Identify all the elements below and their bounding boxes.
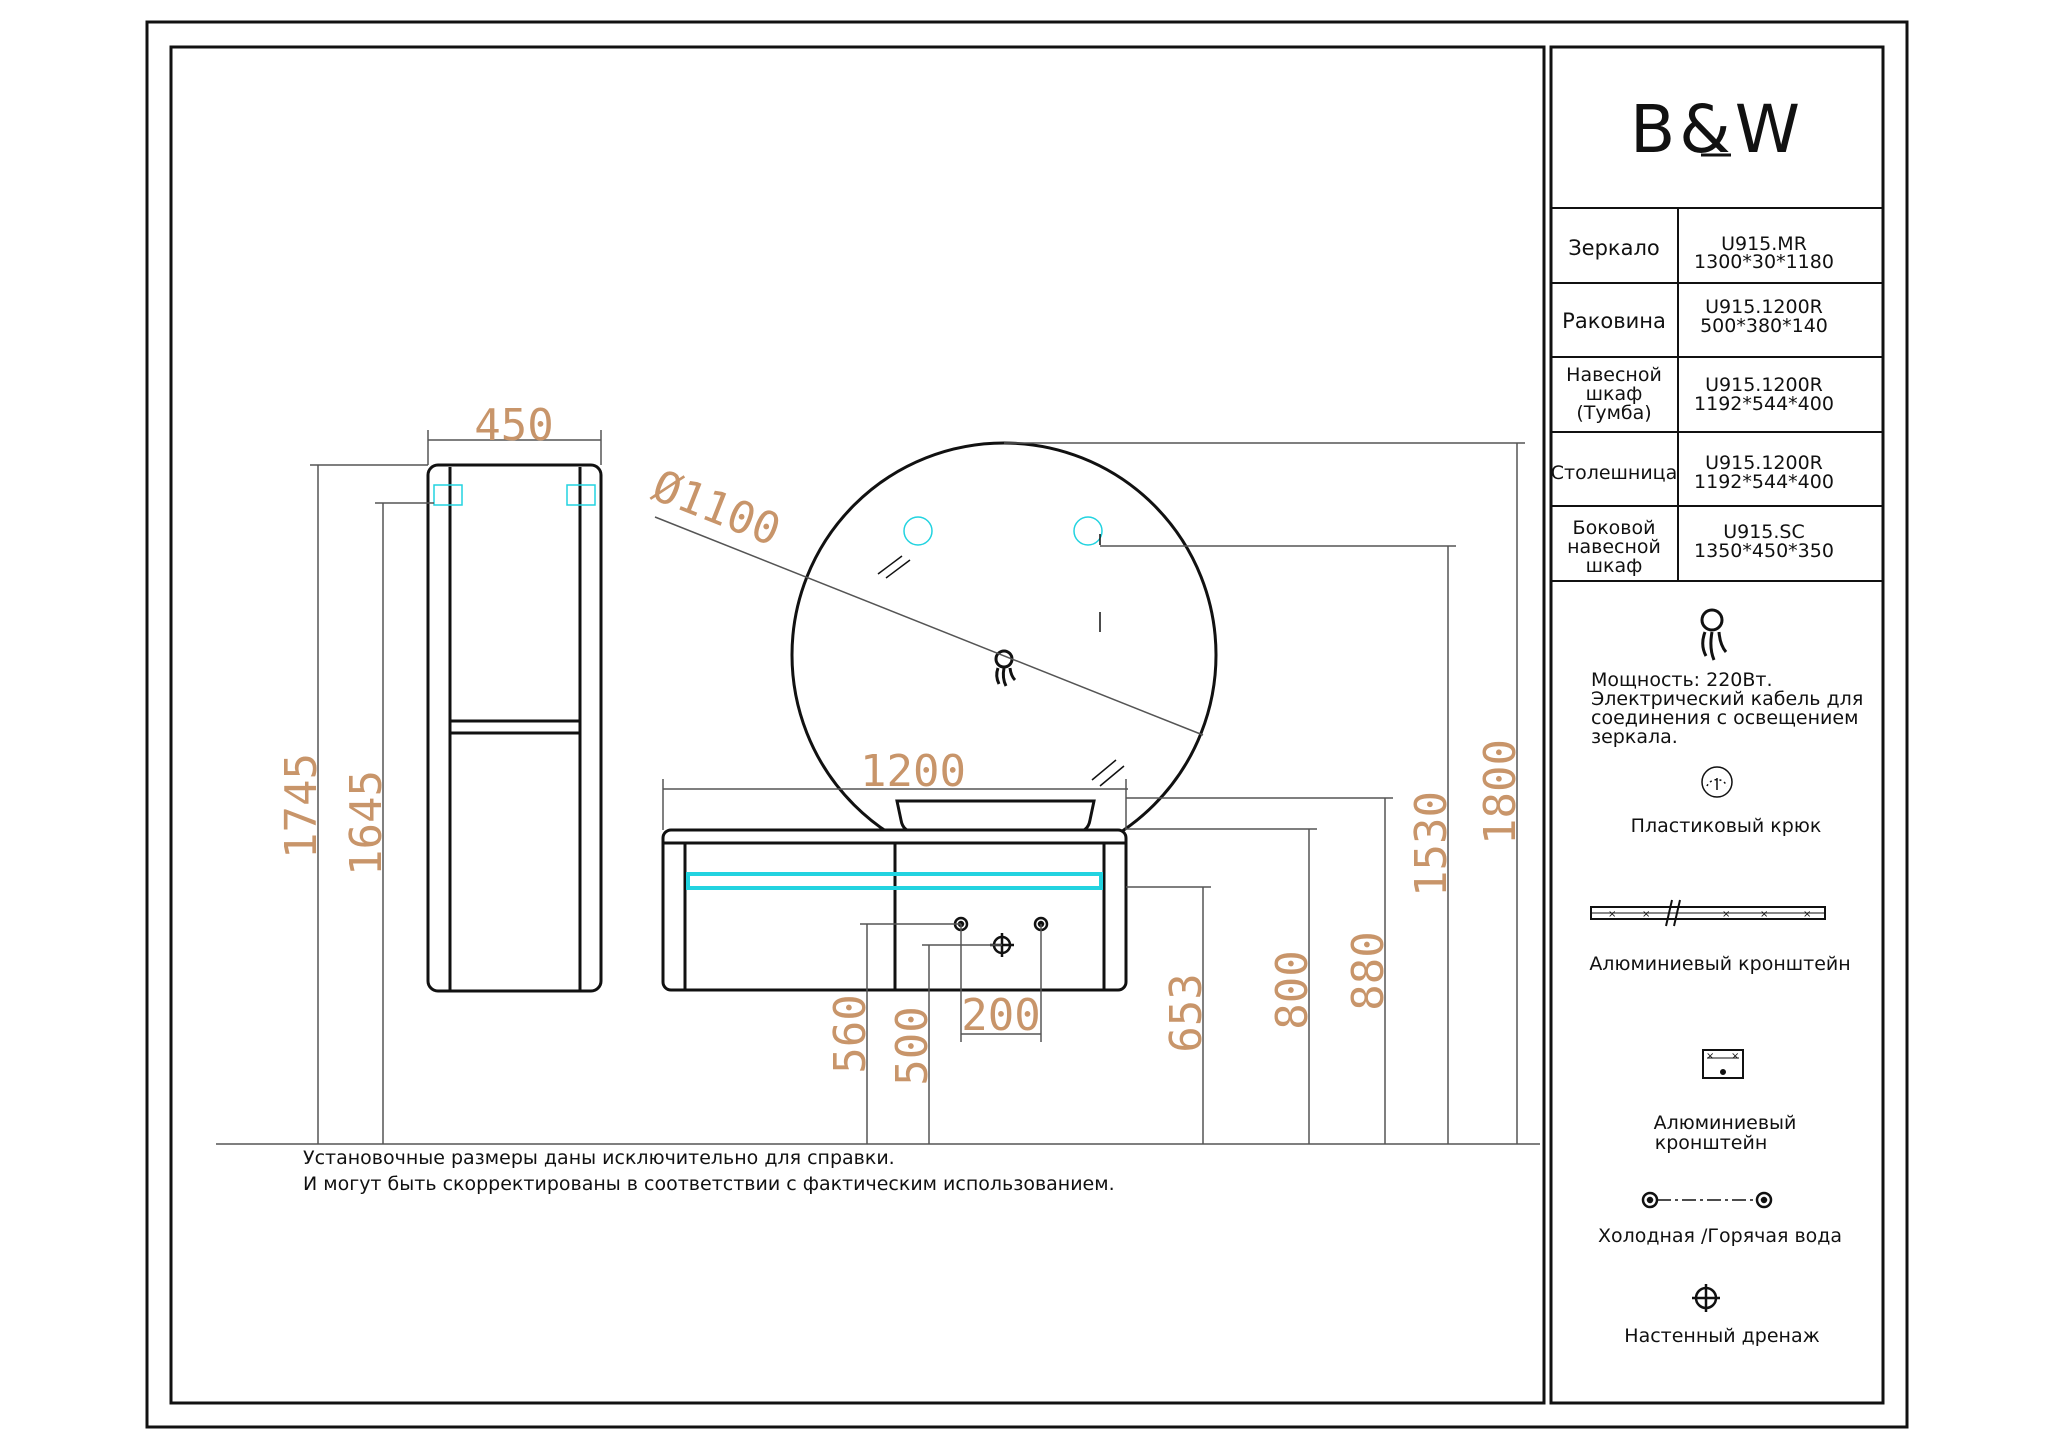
aluminium-bar-bracket-icon <box>1591 900 1825 926</box>
spec-row-3-code: U915.1200R <box>1705 374 1823 396</box>
installation-note-line2: И могут быть скорректированы в соответствии с фактическим использованием. <box>303 1173 1115 1195</box>
legend-hook-label: Пластиковый крюк <box>1630 815 1822 837</box>
aluminium-plate-bracket-icon <box>1703 1050 1743 1078</box>
dim-mirror-top: 1800 <box>1475 739 1526 845</box>
dim-drain-height: 500 <box>887 1006 938 1086</box>
spec-row-4-name: Столешница <box>1550 462 1678 484</box>
wall-drain-icon <box>1692 1284 1720 1312</box>
dim-vanity-bottom: 653 <box>1161 973 1212 1053</box>
spec-row-1-size: 1300*30*1180 <box>1694 251 1834 273</box>
legend-power-line1: Мощность: 220Вт. <box>1591 669 1773 691</box>
svg-text:×: × <box>1722 909 1731 920</box>
spec-row-5-size: 1350*450*350 <box>1694 540 1834 562</box>
dim-cabinet-height-bracket: 1645 <box>341 770 392 876</box>
spec-row-3-size: 1192*544*400 <box>1694 393 1834 415</box>
legend-bar-bracket-label: Алюминиевый кронштейн <box>1589 953 1851 975</box>
plastic-hook-icon <box>1702 767 1732 797</box>
cabinet-bracket-icon-left <box>434 485 462 505</box>
svg-text:×: × <box>1642 909 1651 920</box>
brand-logo: B&W <box>1629 91 1805 168</box>
dim-vanity-width: 1200 <box>860 746 966 797</box>
vessel-sink <box>897 801 1094 832</box>
legend-drain-label: Настенный дренаж <box>1624 1325 1820 1347</box>
legend-power-line4: зеркала. <box>1591 726 1678 748</box>
spec-row-4-code: U915.1200R <box>1705 452 1823 474</box>
dim-counter-top: 880 <box>1343 931 1394 1011</box>
legend-plate-bracket-line1: Алюминиевый <box>1653 1112 1797 1134</box>
spec-row-5-name-line3: шкаф <box>1585 555 1643 577</box>
spec-row-2-size: 500*380*140 <box>1700 315 1828 337</box>
spec-row-3-name-line3: (Тумба) <box>1576 402 1652 424</box>
legend-power-line2: Электрический кабель для <box>1591 688 1864 710</box>
spec-row-3-name-line1: Навесной <box>1566 364 1662 386</box>
power-cable-icon <box>1702 610 1726 660</box>
spec-row-4-size: 1192*544*400 <box>1694 471 1834 493</box>
spec-row-2-name: Раковина <box>1562 309 1666 333</box>
vanity-cabinet <box>663 830 1126 990</box>
svg-text:×: × <box>1706 1051 1715 1062</box>
dim-mirror-diameter: Ø1100 <box>645 460 788 557</box>
legend-water-label: Холодная /Горячая вода <box>1597 1225 1843 1247</box>
svg-text:×: × <box>1803 909 1812 920</box>
spec-row-2-code: U915.1200R <box>1705 296 1823 318</box>
side-cabinet <box>428 465 601 991</box>
spec-row-1-name: Зеркало <box>1568 236 1660 260</box>
svg-text:×: × <box>1608 909 1617 920</box>
legend-plate-bracket-line2: кронштейн <box>1654 1132 1768 1154</box>
dim-cabinet-width: 450 <box>474 400 554 451</box>
dim-mirror-hook: 1530 <box>1406 791 1457 897</box>
spec-row-5-name-line1: Боковой <box>1572 517 1656 539</box>
spec-row-3-name-line2: шкаф <box>1585 383 1643 405</box>
dim-vanity-top: 800 <box>1267 950 1318 1030</box>
legend-power-line3: соединения с освещением <box>1591 707 1859 729</box>
svg-text:×: × <box>1760 909 1769 920</box>
installation-note-line1: Установочные размеры даны исключительно для справки. <box>303 1147 895 1169</box>
water-inlets-icon <box>1643 1193 1771 1207</box>
dim-water-spacing: 200 <box>961 990 1041 1041</box>
dim-cabinet-height-total: 1745 <box>276 753 327 859</box>
spec-row-5-name-line2: навесной <box>1567 536 1661 558</box>
spec-row-5-code: U915.SC <box>1723 521 1805 543</box>
dim-water-height: 560 <box>825 994 876 1074</box>
svg-text:×: × <box>1731 1051 1740 1062</box>
spec-row-1-code: U915.MR <box>1721 233 1807 255</box>
